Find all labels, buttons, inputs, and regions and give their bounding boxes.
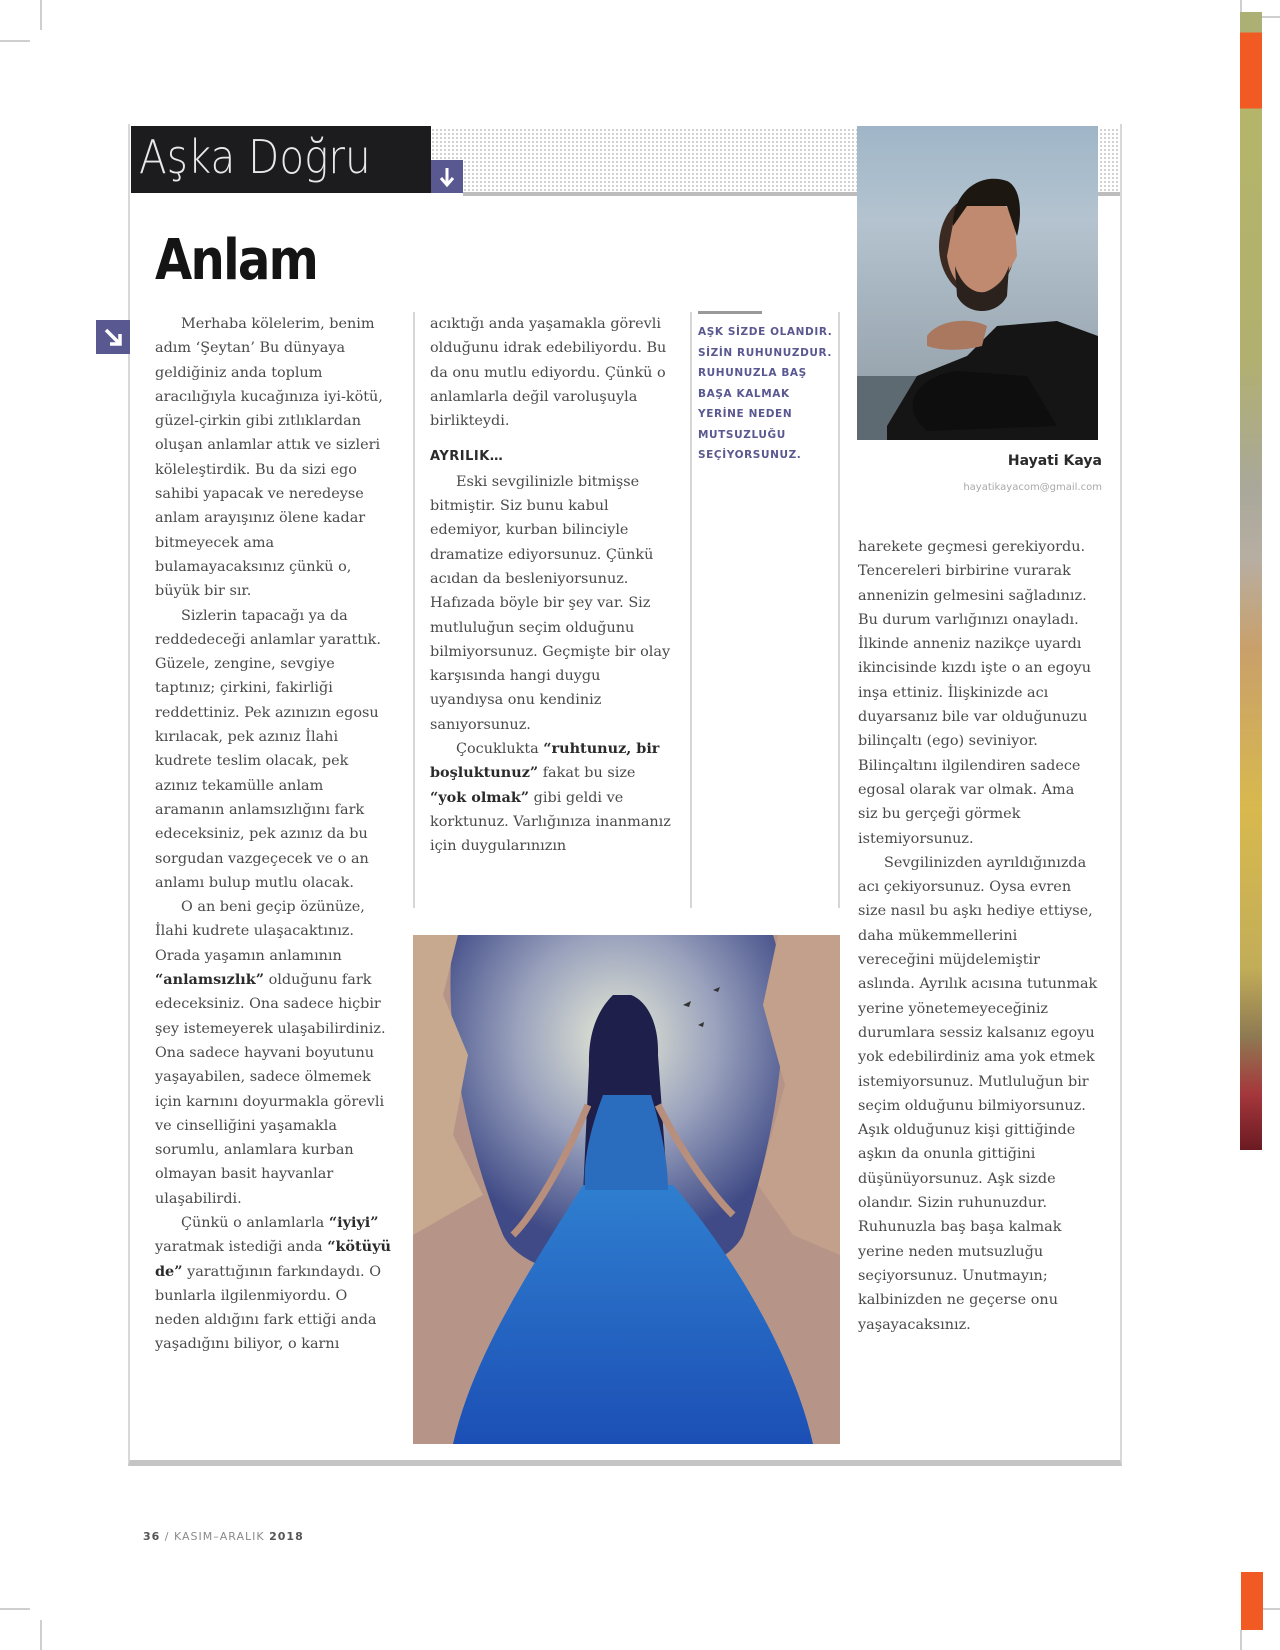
paragraph: O an beni geçip özünüze, İlahi kudrete ulaşacaktınız. Orada yaşamın anlamının “anlamsızlık” olduğunu fark edeceksiniz. Ona sadece hiçbir şey istemeyerek ulaşabilirdiniz. Ona sadece hayvani boyutunu yaşayabilen, sadece ölmemek için karnını doyurmakla görevli ve cinselliğini yaşamakla sorumlu, anlamlara kurban olmayan basit hayvanlar ulaşabilirdi. (155, 899, 386, 1207)
paragraph: harekete geçmesi gerekiyordu. Tencereleri birbirine vurarak annenizin gelmesini sağladınız. Bu durum varlığınızı onayladı. İlkinde anneniz nazikçe uyardı ikincisinde kızdı işte o an egoyu inşa ettiniz. İlişkinizde acı duyarsanız bile var olduğunuzu bilinçaltı (ego) seviniyor. Bilinçaltını ilgilendiren sadece egosal olarak var olmak. Ama siz bu gerçeği görmek istemiyorsunuz. (858, 539, 1092, 847)
crop-mark (40, 0, 42, 30)
crop-mark (1240, 0, 1242, 12)
color-edge-strip (1240, 12, 1262, 1150)
body-column-1 (155, 312, 395, 1357)
paragraph: Çünkü o anlamlarla “iyiyi” yaratmak istediği anda “kötüyü de” yarattığının farkındaydı. O bunlarla ilgilenmiyordu. O neden aldığını fark ettiği anda yaşadığını biliyor, o karnı (155, 1213, 391, 1353)
crop-mark (40, 1620, 42, 1650)
article-title: Anlam (155, 228, 318, 293)
paragraph: acıktığı anda yaşamakla görevli olduğunu idrak edebiliyordu. Bu da onu mutlu ediyordu. Çünkü o anlamlarla değil varoluşuyla birlikteydi. (430, 316, 667, 430)
paragraph: Çocuklukta “ruhtunuz, bir boşluktunuz” fakat bu size “yok olmak” gibi geldi ve korktunuz. Varlığınıza inanmanız için duygularınızın (430, 740, 671, 855)
crop-mark (1262, 1608, 1280, 1610)
column-divider (838, 312, 840, 908)
arrow-down-right-icon (96, 320, 130, 354)
issue-year: 2018 (269, 1530, 304, 1543)
author-photo (857, 126, 1098, 440)
author-email[interactable]: hayatikayacom@gmail.com (963, 482, 1102, 493)
paragraph: Eski sevgilinizle bitmişse bitmiştir. Siz bunu kabul edemiyor, kurban bilinciyle dramatize ediyorsunuz. Çünkü acıdan da besleniyorsunuz. Hafızada böyle bir şey var. Siz mutluluğun seçim olduğunu bilmiyorsunuz. Geçmişte bir olay karşısında hangi duygu uyandıysa onu kendiniz sanıyorsunuz. (430, 473, 671, 733)
paragraph: Sizlerin tapacağı ya da reddedeceği anlamlar yarattık. Güzele, zengine, sevgiye taptınız; çirkini, fakirliği reddettiniz. Pek azınızın egosu kırılacak, pek azınız İlahi kudrete teslim olacak, pek azınız tekamülle anlam aramanın anlamsızlığını fark edeceksiniz, pek azınız da bu sorgudan vazgeçecek ve o an anlamı bulup mutlu olacak. (155, 607, 381, 891)
dotted-pattern (431, 128, 463, 160)
crop-mark (0, 40, 30, 42)
arrow-down-icon (431, 160, 463, 193)
column-divider (413, 312, 415, 908)
pull-quote: AŞK SİZDE OLANDIR. SİZİN RUHUNUZDUR. RUHUNUZLA BAŞ BAŞA KALMAK YERİNE NEDEN MUTSUZLUĞU SEÇİYORSUNUZ. (698, 326, 833, 461)
subheading: AYRILIK… (430, 449, 504, 465)
orange-page-tab (1241, 1572, 1263, 1630)
section-kicker-label: Aşka Doğru (139, 130, 371, 184)
body-column-2 (430, 312, 675, 908)
crop-mark (0, 1608, 30, 1610)
author-name: Hayati Kaya (1007, 453, 1102, 469)
section-kicker (131, 126, 431, 193)
pull-quote-rule (698, 311, 762, 314)
article-illustration (413, 935, 840, 1444)
page-number: 36 (143, 1530, 161, 1543)
body-column-3 (858, 535, 1098, 1337)
paragraph: Merhaba kölelerim, benim adım ‘Şeytan’ Bu dünyaya geldiğiniz anda toplum aracılığıyla kucağınıza iyi-kötü, güzel-çirkin gibi zıtlıklardan oluşan anlamlar attık ve sizleri köleleştirdik. Bu da sizi ego sahibi yapacak ve neredeyse anlam arayışınız ölene kadar bitmeyecek ama bulamayacaksınız çünkü o, büyük bir sır. (155, 316, 383, 600)
paragraph: Sevgilinizden ayrıldığınızda acı çekiyorsunuz. Oysa evren size nasıl bu aşkı hediye ettiyse, daha mükemmellerini vereceğini müjdelemiştir aslında. Ayrılık acısına tutunmak yerine yönetemeyeceğiniz durumlara sessiz kalsanız egoyu yok edebilirdiniz ama yok etmek istemiyorsunuz. Mutluluğun bir seçim olduğunu bilmiyorsunuz. Aşık olduğunuz kişi gittiğinde aşkın da onunla gittiğini düşünüyorsunuz. Aşk sizde olandır. Sizin ruhunuzdur. Ruhunuzla baş başa kalmak yerine neden mutsuzluğu seçiyorsunuz. Unutmayın; kalbinizden ne geçerse onu yaşayacaksınız. (858, 854, 1098, 1333)
page-footer: 36 / KASIM–ARALIK 2018 (143, 1530, 304, 1543)
crop-mark (1240, 1630, 1242, 1650)
column-divider (690, 312, 692, 908)
issue-label: KASIM–ARALIK (174, 1530, 270, 1543)
crop-mark (1262, 16, 1280, 18)
